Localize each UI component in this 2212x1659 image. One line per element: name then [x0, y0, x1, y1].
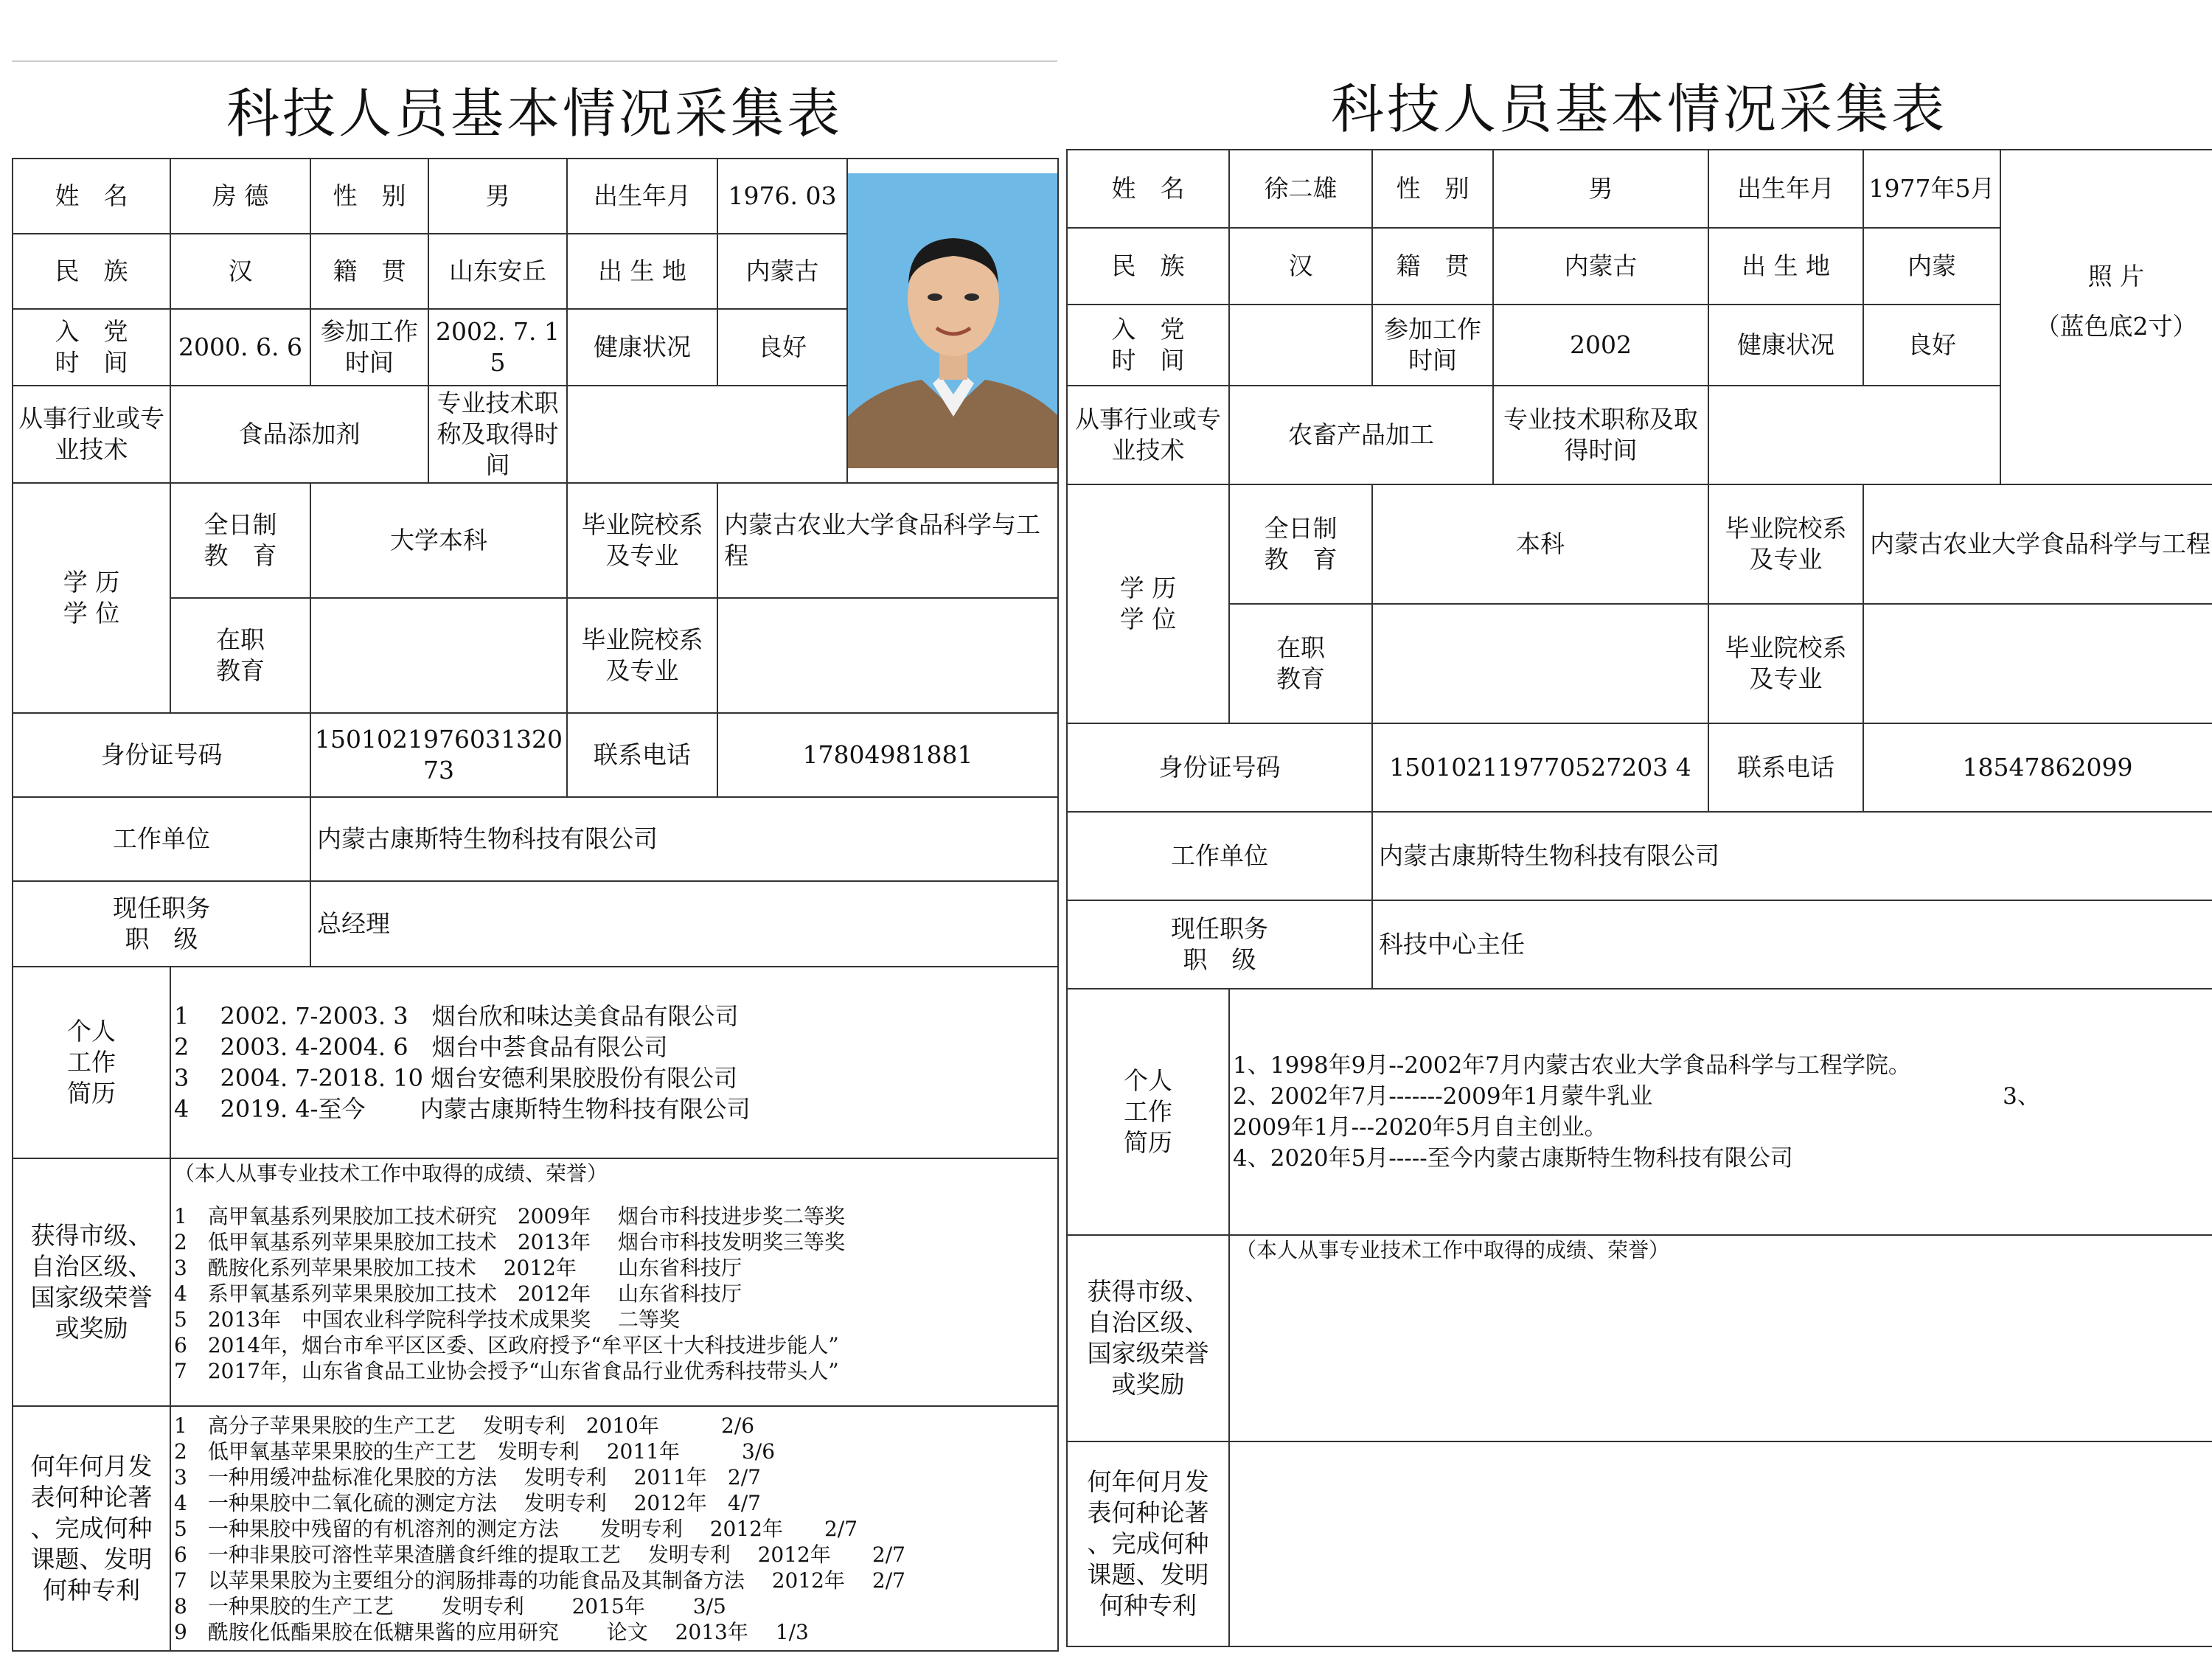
value-school-2: [1863, 604, 2212, 723]
list-item: 4 系甲氧基系列苹果果胶加工技术 2012年 山东省科技厅: [174, 1281, 742, 1306]
awards-list: [170, 1158, 1058, 1406]
list-item: 2 2003. 4-2004. 6 烟台中荟食品有限公司: [174, 1033, 668, 1061]
value-work-start: 2002. 7. 15: [428, 309, 567, 386]
photo-placeholder: 照 片 （蓝色底2寸）: [2000, 150, 2212, 484]
value-work-start: 2002: [1493, 305, 1708, 386]
label-name: 姓 名: [1067, 150, 1229, 228]
label-fulltime-edu: 全日制 教 育: [1229, 484, 1372, 604]
value-ethnicity: 汉: [170, 234, 310, 309]
label-awards: 获得市级、 自治区级、 国家级荣誉 或奖励: [1067, 1235, 1229, 1441]
label-employer: 工作单位: [1067, 812, 1372, 900]
value-birth: 1977年5月: [1863, 150, 2000, 228]
value-phone: 17804981881: [717, 713, 1058, 797]
list-item: 7 以苹果果胶为主要组分的润肠排毒的功能食品及其制备方法 2012年 2/7: [174, 1568, 905, 1593]
photo: [847, 159, 1058, 483]
label-publications: 何年何月发 表何种论著 、完成何种 课题、发明 何种专利: [1067, 1441, 1229, 1646]
label-inservice-edu: 在职 教育: [1229, 604, 1372, 723]
label-id: 身份证号码: [13, 713, 310, 797]
label-native: 籍 贯: [310, 234, 428, 309]
list-item: 2 低甲氧基苹果果胶的生产工艺 发明专利 2011年 3/6: [174, 1439, 776, 1464]
list-item: 5 2013年 中国农业科学院科学技术成果奖 二等奖: [174, 1307, 680, 1332]
label-name: 姓 名: [13, 159, 170, 234]
value-birth: 1976. 03: [717, 159, 847, 234]
value-school-2: [717, 598, 1058, 713]
label-industry: 从事行业或专 业技术: [13, 386, 170, 483]
list-item: 1 高甲氧基系列果胶加工技术研究 2009年 烟台市科技进步奖二等奖: [174, 1204, 845, 1228]
label-birth: 出生年月: [567, 159, 717, 234]
label-awards: 获得市级、 自治区级、 国家级荣誉 或奖励: [13, 1158, 170, 1406]
list-item: 6 一种非果胶可溶性苹果渣膳食纤维的提取工艺 发明专利 2012年 2/7: [174, 1542, 905, 1567]
list-item: 2 低甲氧基系列苹果果胶加工技术 2013年 烟台市科技发明奖三等奖: [174, 1230, 845, 1254]
value-employer: 内蒙古康斯特生物科技有限公司: [310, 797, 1058, 881]
label-ethnicity: 民 族: [1067, 228, 1229, 305]
list-item: 3 2004. 7-2018. 10 烟台安德利果胶股份有限公司: [174, 1064, 738, 1092]
resume-list: [1229, 989, 2212, 1235]
list-item: 2、2002年7月-------2009年1月蒙牛乳业 3、: [1233, 1083, 2040, 1110]
label-id: 身份证号码: [1067, 723, 1372, 812]
value-birthplace: 内蒙: [1863, 228, 2000, 305]
form-title: 科技人员基本情况采集表: [1330, 78, 1947, 140]
list-item: 8 一种果胶的生产工艺 发明专利 2015年 3/5: [174, 1593, 726, 1618]
list-item: 1 2002. 7-2003. 3 烟台欣和味达美食品有限公司: [174, 1002, 739, 1030]
value-phone: 18547862099: [1863, 723, 2212, 812]
publications-area: [1229, 1441, 2212, 1646]
label-prof-title: 专业技术职称及取 得时间: [1493, 386, 1708, 484]
list-item: 1 高分子苹果果胶的生产工艺 发明专利 2010年 2/6: [174, 1413, 755, 1438]
value-native: 山东安丘: [428, 234, 567, 309]
list-item: 4 一种果胶中二氧化硫的测定方法 发明专利 2012年 4/7: [174, 1490, 761, 1515]
label-education: 学 历 学 位: [1067, 484, 1229, 723]
list-item: 3 一种用缓冲盐标准化果胶的方法 发明专利 2011年 2/7: [174, 1464, 761, 1489]
portrait-image: [848, 173, 1058, 468]
value-ethnicity: 汉: [1229, 228, 1372, 305]
value-name: 徐二雄: [1229, 150, 1372, 228]
label-gender: 性 别: [310, 159, 428, 234]
value-fulltime-edu: 本科: [1372, 484, 1708, 604]
list-item: 4 2019. 4-至今 内蒙古康斯特生物科技有限公司: [174, 1095, 751, 1123]
label-industry: 从事行业或专 业技术: [1067, 386, 1229, 484]
value-party-time: [1229, 305, 1372, 386]
value-school: 内蒙古农业大学食品科学与工程: [717, 483, 1058, 598]
value-position: 科技中心主任: [1372, 900, 2212, 989]
awards-note: （本人从事专业技术工作中取得的成绩、荣誉）: [174, 1161, 608, 1186]
value-birthplace: 内蒙古: [717, 234, 847, 309]
value-id: 150102119770527203 4: [1372, 723, 1708, 812]
label-publications: 何年何月发 表何种论著 、完成何种 课题、发明 何种专利: [13, 1406, 170, 1651]
list-item: 5 一种果胶中残留的有机溶剂的测定方法 发明专利 2012年 2/7: [174, 1516, 858, 1541]
label-position: 现任职务 职 级: [1067, 900, 1372, 989]
label-health: 健康状况: [1708, 305, 1863, 386]
label-school-2: 毕业院校系 及专业: [1708, 604, 1863, 723]
label-work-start: 参加工作 时间: [1372, 305, 1493, 386]
list-item: 4、2020年5月-----至今内蒙古康斯特生物科技有限公司: [1233, 1145, 1793, 1172]
label-birthplace: 出 生 地: [567, 234, 717, 309]
value-gender: 男: [1493, 150, 1708, 228]
value-health: 良好: [717, 309, 847, 386]
label-birth: 出生年月: [1708, 150, 1863, 228]
info-table: [12, 158, 1059, 1652]
list-item: 3 酰胺化系列苹果果胶加工技术 2012年 山东省科技厅: [174, 1256, 742, 1280]
label-inservice-edu: 在职 教育: [170, 598, 310, 713]
value-fulltime-edu: 大学本科: [310, 483, 567, 598]
label-native: 籍 贯: [1372, 228, 1493, 305]
label-school: 毕业院校系 及专业: [567, 483, 717, 598]
label-work-start: 参加工作 时间: [310, 309, 428, 386]
label-school: 毕业院校系 及专业: [1708, 484, 1863, 604]
label-phone: 联系电话: [1708, 723, 1863, 812]
top-border: [12, 60, 1057, 62]
value-health: 良好: [1863, 305, 2000, 386]
label-gender: 性 别: [1372, 150, 1493, 228]
label-school-2: 毕业院校系 及专业: [567, 598, 717, 713]
label-prof-title: 专业技术职 称及取得时 间: [428, 386, 567, 483]
value-industry: 农畜产品加工: [1229, 386, 1493, 484]
publications-list: [170, 1406, 1058, 1651]
label-employer: 工作单位: [13, 797, 310, 881]
label-position: 现任职务 职 级: [13, 881, 310, 967]
label-ethnicity: 民 族: [13, 234, 170, 309]
value-industry: 食品添加剂: [170, 386, 428, 483]
value-native: 内蒙古: [1493, 228, 1708, 305]
info-table: [1066, 149, 2212, 1647]
list-item: 2009年1月---2020年5月自主创业。: [1233, 1114, 1607, 1141]
list-item: 7 2017年，山东省食品工业协会授予“山东省食品行业优秀科技带头人”: [174, 1359, 839, 1383]
list-item: 1、1998年9月--2002年7月内蒙古农业大学食品科学与工程学院。: [1233, 1052, 1911, 1079]
list-item: 6 2014年，烟台市牟平区区委、区政府授予“牟平区十大科技进步能人”: [174, 1333, 839, 1357]
value-position: 总经理: [310, 881, 1058, 967]
value-inservice-edu: [1372, 604, 1708, 723]
value-prof-title: [1708, 386, 2000, 484]
label-health: 健康状况: [567, 309, 717, 386]
label-education: 学 历 学 位: [13, 483, 170, 713]
value-prof-title: [567, 386, 847, 483]
label-resume: 个人 工作 简历: [13, 967, 170, 1158]
value-gender: 男: [428, 159, 567, 234]
value-name: 房 德: [170, 159, 310, 234]
value-party-time: 2000. 6. 6: [170, 309, 310, 386]
value-inservice-edu: [310, 598, 567, 713]
label-phone: 联系电话: [567, 713, 717, 797]
label-birthplace: 出 生 地: [1708, 228, 1863, 305]
list-item: 9 酰胺化低酯果胶在低糖果酱的应用研究 论文 2013年 1/3: [174, 1619, 809, 1644]
label-resume: 个人 工作 简历: [1067, 989, 1229, 1235]
value-employer: 内蒙古康斯特生物科技有限公司: [1372, 812, 2212, 900]
awards-area: [1229, 1235, 2212, 1441]
label-party-time: 入 党 时 间: [1067, 305, 1229, 386]
label-party-time: 入 党 时 间: [13, 309, 170, 386]
value-id: 150102197603132073: [310, 713, 567, 797]
resume-list: [170, 967, 1058, 1158]
value-school: 内蒙古农业大学食品科学与工程: [1863, 484, 2212, 604]
awards-note: （本人从事专业技术工作中取得的成绩、荣誉）: [1236, 1238, 1670, 1262]
form-title: 科技人员基本情况采集表: [226, 83, 843, 145]
label-fulltime-edu: 全日制 教 育: [170, 483, 310, 598]
